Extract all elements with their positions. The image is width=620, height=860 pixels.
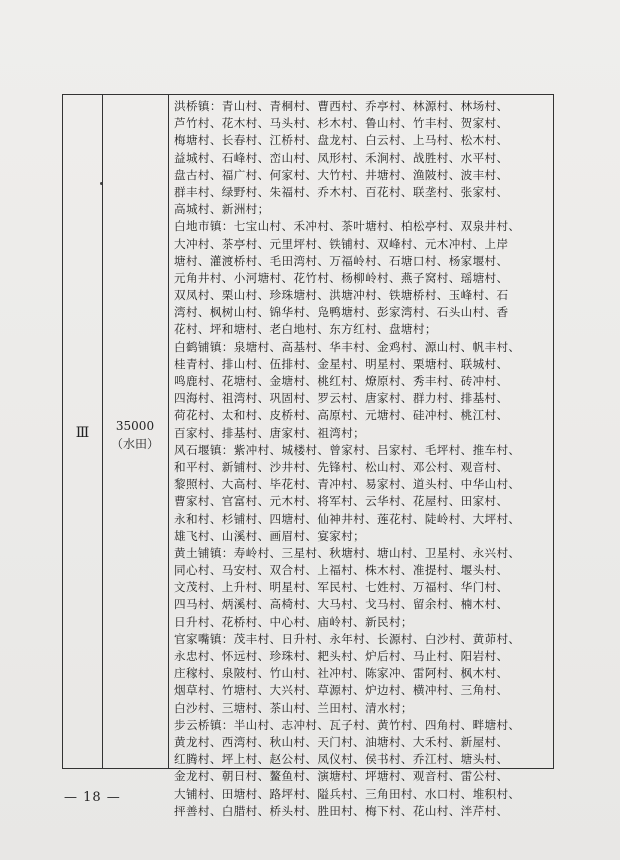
village-list-line: 黎照村、大高村、毕花村、青冲村、易家村、道头村、中华山村、 [174,477,521,492]
village-list-line: 梅塘村、长春村、江桥村、盘龙村、白云村、上马村、松木村、 [174,133,509,148]
village-list-line: 桂青村、排山村、伍排村、金星村、明星村、栗塘村、联城村、 [174,356,509,371]
village-list-line: 荷花村、太和村、皮桥村、高原村、元塘村、硅冲村、桃江村、 [174,408,509,423]
village-list-line: 芦竹村、花木村、马头村、杉木村、鲁山村、竹丰村、贺家村、 [174,116,509,131]
village-list-line: 曹家村、官富村、元木村、将军村、云华村、花屋村、田家村、 [174,494,509,509]
village-list-line: 元角井村、小河塘村、花竹村、杨柳岭村、燕子窝村、瑶塘村、 [174,270,509,285]
village-list-line: 白地市镇：七宝山村、禾冲村、茶叶塘村、柏松亭村、双泉井村、 [174,219,521,234]
column-divider [168,95,169,768]
compensation-standard [102,417,168,453]
village-list-line: 步云桥镇：半山村、志冲村、瓦子村、黄竹村、四角村、畔塘村、 [174,717,521,732]
village-list-line: 湾村、枫树山村、锦华村、凫鸭塘村、彭家湾村、石头山村、香 [174,305,509,320]
village-list-line: 抨善村、白腊村、桥头村、胜田村、梅下村、花山村、泮芹村、 [174,803,509,818]
village-list-line: 益城村、石峰村、峦山村、凤形村、禾涧村、战胜村、水平村、 [174,150,509,165]
standard-value: 35000 [115,419,155,433]
village-list-line: 白沙村、三塘村、茶山村、兰田村、清水村； [174,700,413,715]
village-list-line: 官家嘴镇：茂丰村、日升村、永年村、长源村、白沙村、黄茆村、 [174,631,521,646]
village-list-line: 大冲村、茶亭村、元里坪村、铁铺村、双峰村、元木冲村、上岸 [174,236,509,251]
village-list-line: 花村、坪和塘村、老白地村、东方红村、盘塘村； [174,322,437,337]
village-list-line: 群丰村、绿野村、朱福村、乔木村、百花村、联垄村、张家村、 [174,184,509,199]
village-list-line: 同心村、马安村、双合村、上福村、株木村、准提村、堰头村、 [174,563,509,578]
village-list-line: 白鹤铺镇：泉塘村、高基村、华丰村、金鸡村、源山村、帆丰村、 [174,339,521,354]
village-list-line: 永和村、杉铺村、四塘村、仙神井村、莲花村、陡岭村、大坪村、 [174,511,521,526]
village-list-line: 黄土铺镇：寿岭村、三星村、秋塘村、塘山村、卫星村、永兴村、 [174,545,521,560]
village-list-cell [174,98,550,820]
village-list-line: 百家村、排基村、唐家村、祖湾村； [174,425,366,440]
village-list-line: 和平村、新铺村、沙井村、先锋村、松山村、邓公村、观音村、 [174,459,509,474]
village-list-line: 四马村、炳溪村、高椅村、大马村、戈马村、留余村、楠木村、 [174,597,509,612]
village-list-line: 鸣鹿村、花塘村、金塘村、桃红村、燎原村、秀丰村、砖冲村、 [174,374,509,388]
village-list-line: 庄稼村、泉陂村、竹山村、社冲村、陈家冲、雷阿村、枫木村、 [174,666,509,681]
page-number: — 18 — [64,790,121,805]
tier-label: Ⅲ [75,425,90,441]
village-list-line: 高城村、新洲村； [174,202,270,217]
village-list-line: 双凤村、栗山村、珍珠塘村、洪塘冲村、铁塘桥村、玉峰村、石 [174,288,509,303]
village-list-line: 金龙村、朝日村、鳌鱼村、演塘村、坪塘村、观音村、雷公村、 [174,769,509,784]
village-list-line: 四海村、祖湾村、巩固村、罗云村、唐家村、群力村、排基村、 [174,391,509,406]
village-list-line: 文茂村、上升村、明星村、军民村、七姓村、万福村、华门村、 [174,580,509,595]
village-list-line: 塘村、灌渡桥村、毛田湾村、万福岭村、石塘口村、杨家堰村、 [174,253,509,268]
village-list-line: 大铺村、田塘村、路坪村、隘兵村、三角田村、水口村、堆积村、 [174,786,521,801]
village-list-line: 烟草村、竹塘村、大兴村、草源村、炉边村、横冲村、三角村、 [174,683,509,698]
village-list-line: 红腾村、坪上村、赵公村、凤仪村、侯书村、乔江村、塘头村、 [174,752,509,767]
village-list-line: 黄龙村、西湾村、秋山村、天门村、油塘村、大禾村、新屋村、 [174,734,509,749]
village-list-line: 雄飞村、山溪村、画眉村、宴家村； [174,528,366,543]
village-list-line: 盘古村、福广村、何家村、大竹村、井塘村、渔陂村、波丰村、 [174,167,509,182]
village-list-line: 风石堰镇：紫冲村、城楼村、曾家村、吕家村、毛坪村、推车村、 [174,442,521,457]
village-list-line: 日升村、花桥村、中心村、庙岭村、新民村； [174,614,413,629]
village-list-line: 永忠村、怀远村、珍珠村、耙头村、炉后村、马止村、阳岩村、 [174,649,509,663]
standard-type: （水田） [110,437,159,451]
village-list-line: 洪桥镇：青山村、青桐村、曹西村、乔亭村、林源村、林场村、 [174,99,509,113]
